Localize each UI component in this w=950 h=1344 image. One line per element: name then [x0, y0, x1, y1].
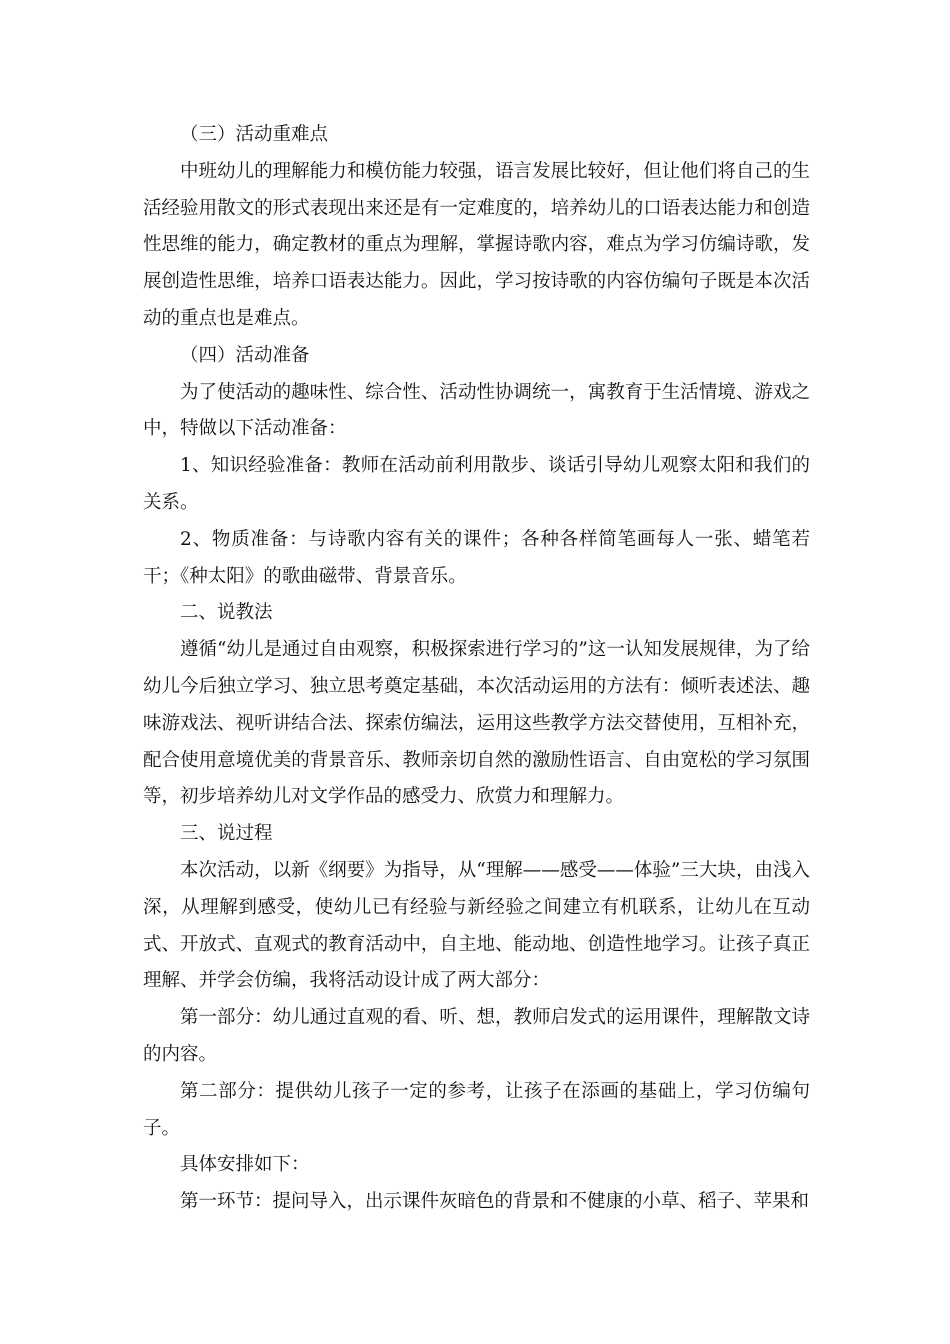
heading-key-difficulties: （三）活动重难点: [180, 124, 329, 145]
heading-activity-preparation: （四）活动准备: [180, 344, 310, 366]
paragraph: 为了使活动的趣味性、综合性、活动性协调统一，寓教育于生活情境、游戏之中，特做以下活动准备：: [143, 381, 810, 440]
document-body: [143, 117, 810, 1221]
heading-process: 三、说过程: [180, 823, 273, 845]
paragraph: 中班幼儿的理解能力和模仿能力较强，语言发展比较好，但让他们将自己的生活经验用散文的形式表现出来还是有一定难度的，培养幼儿的口语表达能力和创造性思维的能力，确定教材的重点为理解，掌握诗歌内容，难点为学习仿编诗歌，发展创造性思维，培养口语表达能力。因此，学习按诗歌的内容仿编句子既是本次活动的重点也是难点。: [143, 160, 810, 329]
heading-teaching-methods: 二、说教法: [180, 602, 273, 624]
list-item: 1、知识经验准备：教师在活动前利用散步、谈话引导幼儿观察太阳和我们的关系。: [143, 455, 810, 513]
paragraph: 第一环节：提问导入，出示课件灰暗色的背景和不健康的小草、稻子、苹果和: [180, 1191, 810, 1213]
paragraph: 本次活动，以新《纲要》为指导，从“理解——感受——体验”三大块，由浅入深，从理解到感受，使幼儿已有经验与新经验之间建立有机联系，让幼儿在互动式、开放式、直观式的教育活动中，自主地、能动地、创造性地学习。让孩子真正理解、并学会仿编，我将活动设计成了两大部分：: [143, 859, 810, 992]
list-item: 2、物质准备：与诗歌内容有关的课件；各种各样简笔画每人一张、蜡笔若干；《种太阳》的歌曲磁带、背景音乐。: [143, 528, 810, 587]
paragraph: 第二部分：提供幼儿孩子一定的参考，让孩子在添画的基础上，学习仿编句子。: [143, 1080, 810, 1139]
paragraph: 遵循“幼儿是通过自由观察，积极探索进行学习的”这一认知发展规律，为了给幼儿今后独立学习、独立思考奠定基础，本次活动运用的方法有：倾听表述法、趣味游戏法、视听讲结合法、探索仿编法，运用这些教学方法交替使用，互相补充，配合使用意境优美的背景音乐、教师亲切自然的激励性语言、自由宽松的学习氛围等，初步培养幼儿对文学作品的感受力、欣赏力和理解力。: [143, 639, 810, 808]
paragraph: 第一部分：幼儿通过直观的看、听、想，教师启发式的运用课件，理解散文诗的内容。: [143, 1007, 810, 1065]
paragraph: 具体安排如下：: [180, 1154, 310, 1176]
